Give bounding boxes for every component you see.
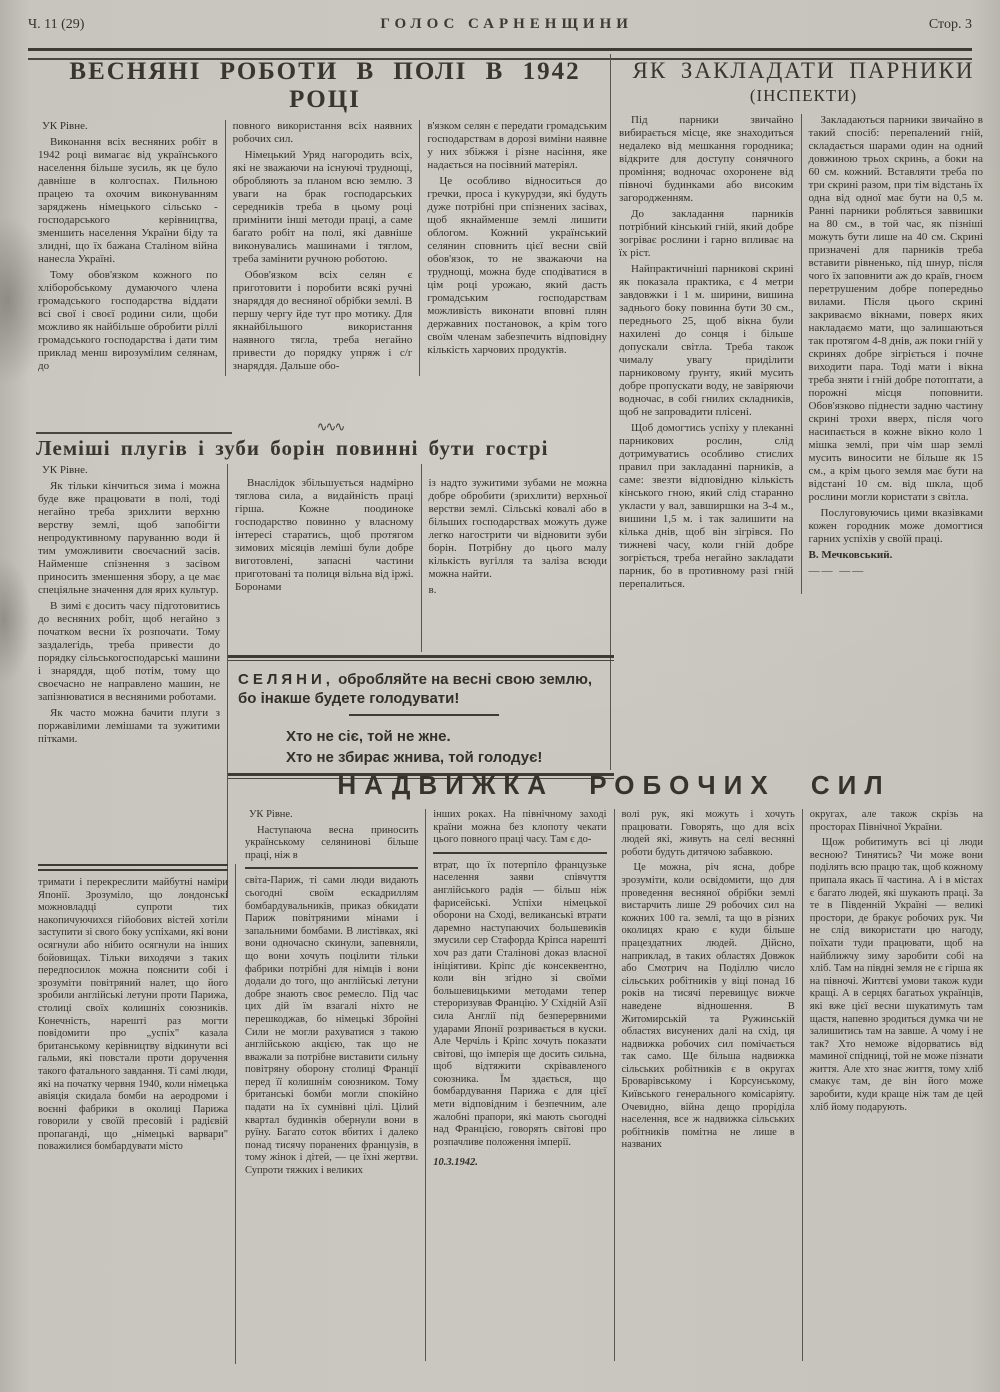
slogan-line-1-rest: обробляйте на весні свою землю, бо інакше будете голодувати! <box>238 671 593 707</box>
paragraph: Щоб домогтись успіху у плеканні парникових рослин, слід дотримуватись особливо стислих правил при закладанні парників, а саме: звезти відповідню кількість кінського гною, який слід старанно укласти у вал, завширшки на 3-4 м., вишини 1,5 м. і так залишити на кілька днів, щоб він зігрівся. По тижневі часу, коли гній добре зогріється, треба негайно закладати парник, бо в противному разі гній перепалиться. <box>619 422 794 590</box>
issue-number: Ч. 11 (29) <box>28 17 85 32</box>
paragraph: Закладаються парники звичайно в такий спосіб: перепалений гній, складається шарами один на одний довжиною трьох скринь, а боки на 60 см. кожний. Вставляти треба по три скрині разом, при тім відстань їх одна від одної має бути на 0,5 м. Ранні парники робляться заввишки на 80 см., в той час, як пізніші можуть бути лише на 40 см. Скрині призначені для парників треба вставити рівненько, під шнур, після чого їх заповнити аж до країв, гноєм перетрушеним добре попередньо вилами. Після цього скрині закриваємо вікнами, поверх яких накладаємо мати, що залишаються так протягом 4-8 днів, аж поки гній у скринях добре зігріється і почне виходити пара. Тоді мати і вікна треба зняти і гній добре потоптати, а порожні місця поповнити. Обов'язково піднести задню частину скрині трохи вверх, після чого насипається в кожне вікно коло 1 мішка землі, при чім шар землі мусить виносити не більше як 15 см., а крім цього земля має бути на відстані 10 см. від шкла, щоб рослини могли користати з світла. <box>808 114 983 503</box>
paragraph: Це особливо відноситься до гречки, проса і кукурудзи, які будуть дуже потрібні при спізнених засівах, щоб якнайменше землі лишити облогом. Кожний український селянин сповнить цієї весни свій обов'язок, то не зважаючи на труднощі, можна буде сподіватися в цім році урожаю, який дасть громадським господарствам можливість виконати вповні плян державних постановок, а крім того своїм членам забезпечить відповідну кількість харчових продуктів. <box>427 175 608 356</box>
paragraph: Як тільки кінчиться зима і можна буде вже працювати в полі, тоді негайно треба зрихлити верхню верству землі, щоб запобігти непродуктивному паруванню води й тим уможливити своєчасний засів. Найменше спізнення з засівом приносить зменшення збору, а це має спеціяльне значення для ярих культур. <box>38 480 220 596</box>
author-signature: В. Мечковський. <box>808 549 893 561</box>
section-rule <box>245 867 418 869</box>
article-spring-works <box>36 56 614 440</box>
slogan-line-1 <box>238 670 610 708</box>
double-rule <box>38 864 228 871</box>
paragraph: Як часто можна бачити плуги з поржавілими лемішами та зужитими пітками. <box>38 707 220 745</box>
paragraph: Виконання всіх весняних робіт в 1942 році вимагає від українського населення більше зусиль, як це було давніше в колгоспах. Пильною працею та охочим виконуванням заряджень німецького сільсько - господарського керівництва, зменшить населення України біду та злидні, що їх бажана Сталіном війна нанесла Україні. <box>38 136 218 265</box>
paragraph: повного використання всіх наявних робочих сил. <box>232 120 413 145</box>
paragraph: волі рук, які можуть і хочуть працювати. Говорять, що для всіх людей які, живуть на селі весняні роботи будуть дитячою забавкою. <box>621 809 795 858</box>
section-rule <box>433 852 606 854</box>
ploughshares-col-2 <box>228 464 422 652</box>
masthead-title: ГОЛОС САРНЕНЩИНИ <box>380 16 633 32</box>
spring-byline: УК Рівне. <box>42 120 88 132</box>
paragraph: втрат, що їх потерпіло французьке населення заяви співчуття англійського радія — більш ніж фарисейські. Успіхи німецької оборони на Сході, великанські втрати даремно наступаючих большевиків змусили сер Стафорда Кріпса нарешті хоч раз дати Сталінові доказ власної ініціятиви. Кріпс діє консеквентно, коли він згідно зі своїми большевицькими методами тепер стероризував Францію. У Східній Азії сила Англії під безперервними ударами Японії розривається в куски. Але Черчіль і Кріпс хочуть показати світові, що імперія ще досить сильна, щоб відтяжити скрівавленого союзника. Їм здається, що бомбардування Парижа є для цієї мети відповідним і безпечним, але жалобні прапори, які мають сьогодні над Францією, говорять світові про розпачливе положення імперії. <box>433 859 607 1148</box>
spring-col-2 <box>226 120 421 376</box>
paris-raid-col-a <box>36 864 236 1364</box>
squiggle-ornament: ∿∿∿ <box>316 420 344 435</box>
surplus-col-d <box>615 809 803 1361</box>
article-ploughshares-title: Леміші плугів і зуби борін повинні бути гострі <box>36 436 549 460</box>
paragraph: округах, але також скрізь на просторах Північної України. <box>809 809 983 833</box>
paragraph: До закладання парників потрібний кінський гній, який добре зогріває рослини і гарно впливає на їх ріст. <box>619 208 794 259</box>
paragraph: тримати і перекреслити майбутні наміри Японії. Зрозуміло, що лондонські можновладці супроти тих накопичуючихся гійобових вістей хотіли заступити зі свого боку успіхами, які вони осягнули або нібито осягнули на інших бойовищах. Тільки виходячи з таких передпосилок можна пояснити собі і зрозуміти повітряний налет, що його зробили англійські летуни проти Парижа, столиці своїх колишніх союзників. Конечність, нарешті раз могти повідомити про „успіх" казала британському керівництву відкинути всі гальми, які повстали проти доручення такого фатального завдання. Ті самі люди, які на початку червня 1940, коли німецька авіяція скидала бомби на аеродроми і воєнні фабрики в околиці Парижа говорили у своїй пресовій і радієвій пропаганді, що „німецькі варвари" поважилися бомбардувати місто <box>38 877 228 1153</box>
slogan-line-3: Хто не збирає жнива, той голодує! <box>286 749 543 766</box>
end-dashes: —— —— <box>808 565 866 577</box>
surplus-byline: УК Рівне. <box>249 809 293 820</box>
surplus-col-e <box>803 809 990 1361</box>
surplus-col-b <box>238 809 426 1361</box>
ploughshares-byline: УК Рівне. <box>42 464 88 476</box>
paragraph: Під парники звичайно вибирається місце, яке знаходиться недалеко від мешкання городника; відкрите для доступу сонячного проміння; водночас охоронене від півночі будинками або високим загородженням. <box>619 114 794 204</box>
paragraph: Це можна, річ ясна, добре зрозуміти, коли освідомити, що для проведення весняної обрібки землі вистарчить лише 29 робочих сил на кожних 100 га. землі, та що в різних околицях краю є куди більше працездатних людей. Дійсно, наприклад, в таких областях Довжок або Смотрич на Поділлю число сільських робітників у віці понад 16 років на тисячі перевищує вижче наведене відношення. В Житомирській та Ружинській областях висунених далі на схід, ця надвижка робочих сил помічається так само. Ще більша надвижка сільських робітників є в округах Броварівському і Корсунському, Київського генерального комісаріяту. Очевидно, війна дещо проріділа населення, все ж надвижка сільських робітників помітна не лише в названих <box>621 862 795 1151</box>
article-hotbeds-title: ЯК ЗАКЛАДАТИ ПАРНИКИ <box>632 58 975 83</box>
column-signature: в. <box>428 584 437 596</box>
page-header <box>28 16 972 33</box>
paragraph: Щож робитимуть всі ці люди весною? Тинятись? Чи може вони поділять всю працю так, щоб кожному припала якась її частина. А і в містах є багато людей, які шукають праці. За те в Південній Україні — великі простори, де бракує робочих рук. Чи не слід використати цю нагоду, поїхати туди працювати, щоб на найближчу зиму заробити собі на хліб. Там на півдні земля не є гірша як на півночі. Життєві умови також куди кращі. А в серцях багатьох українців, які вже цієї весни шукатимуть там щастя, напевно зродиться думка чи не залишитись там на завше. А чому і не так? Хто неможе відорватись від маминої спідниці, той не може пізнати життя. Але хто знає життя, тому хліб смакує там, де він його може заробити, куди краще ніж там де цей хліб йому подарують. <box>809 837 984 1113</box>
article-surplus-title: НАДВИЖКА РОБОЧИХ СИЛ <box>337 770 891 800</box>
spring-col-1 <box>36 120 226 376</box>
surplus-col-c <box>426 809 614 1361</box>
article-labour-surplus <box>238 770 990 1361</box>
slogan-lead-word: СЕЛЯНИ, <box>238 671 334 688</box>
heavy-rule <box>228 655 614 661</box>
paragraph: Послуговуючись цими вказівками кожен городник може домогтися гарних успіхів у своїй праці. <box>808 507 983 545</box>
page-number: Стор. 3 <box>928 17 972 32</box>
article-date: 10.3.1942. <box>433 1157 478 1169</box>
spring-col-3 <box>420 120 614 376</box>
paragraph: в'язком селян є передати громадським господарствам в дорозі виміни наявне у них збіжжя і різне насіння, яке надається на посівний матеріял. <box>427 120 608 171</box>
ploughshares-col-3 <box>422 464 615 652</box>
ploughshares-col-1 <box>36 464 228 898</box>
paragraph: світа-Париж, ті сами люди видають сьогодні своїм ескадриллям бомбардувальників, приказ обкидати Париж повітряними мінами і запальними бомбами. В листівках, які вони одночасно скинули, запевняли, що вони хочуть поцілити тільки фабрики потрібні для німців і вони додали до того, що англійські летуни добре знають своє ремесло. Під час цих дій їм взагалі ніхто не перешкоджав, бо німецькі Збройні Сили не могли рахуватися з такою англійською акцією, так що не вважали за потрібне виставити сильну повітряну оборону столиці Франції перед її колишнім союзником. Тому британські бомби могли спокійно падати на їх сумнівні цілі. Цілий квартал будинків обернули вони в руїну. Багато соток вбитих і далеко понад тисячу поранених французів, в тому жінок і дітей, — це їхні жертви. Супроти тяжких і великих <box>245 875 419 1177</box>
paragraph: із надто зужитими зубами не можна добре обробити (зрихлити) верхньої верстви землі. Сільські ковалі або в більших господарствах можуть дуже легко нагострити чи відновити зуби борін. Потрібну до цього малу кількість вугілля та заліза всюди можна найти. <box>428 477 607 580</box>
paragraph: Наступаюча весна приносить українському селянинові більше праці, ніж в <box>245 824 419 861</box>
article-spring-title: ВЕСНЯНІ РОБОТИ В ПОЛІ В 1942 РОЦІ <box>69 58 581 113</box>
paragraph: Найпрактичніші парникові скрині як показала практика, є 4 метри завдовжки і 1 м. ширини, вишина заднього боку повинна бути 30 см., переднього 25, щоб вікна були нахилені до сонця і більше допускали світла. Треба також чималу увагу приділити парниковому ґрунту, який мусить добре пропускати воду, не завіряючи водночас, в собі гнилих складників, щоб не запровадити плісені. <box>619 263 794 418</box>
hotbeds-col-2 <box>802 114 991 581</box>
paragraph: Внаслідок збільшується надмірно тяглова сила, а видайність праці гірша. Кожне поодиноке господарство повинно у власному інтересі старатись, щоб протягом зимових місяців леміші були добре виготовлені, запасні частини приготовані та полиця вільна від іржі. Боронами <box>235 477 414 593</box>
slogan-line-2: Хто не сіє, той не жне. <box>286 728 451 745</box>
paragraph: В зимі є досить часу підготовитись до весняних робіт, щоб негайно з початком весни їх розпочати. Тому заздалегідь, треба привести до порядку сільськогосподарські машини і знаряддя, щоб потім, тому що своєчасно не направлено машин, не запізнюватися в весняними роботами. <box>38 600 220 703</box>
paragraph: інших роках. На північному заході країни можна без клопоту чекати цього повного праці часу. Там є до- <box>433 809 607 846</box>
article-hotbeds <box>610 54 990 770</box>
paragraph: Обов'язком всіх селян є приготовити і поробити всякі ручні знаряддя до весняної обрібки землі. В першу чергу йде тут про мотику. Для якнайбільшого використання наявного тягла, треба негайно привести до порядку упряж і с/г знаряддя. Дальше обо- <box>232 269 413 372</box>
article-hotbeds-subtitle: (ІНСПЕКТИ) <box>749 86 858 105</box>
section-rule <box>36 432 232 434</box>
peasants-slogan-box <box>228 664 614 770</box>
paragraph: Німецький Уряд нагородить всіх, які не зважаючи на існуючі труднощі, обробляють за планом всю землю. З уваги на брак господарських середників треба в цьому році примінити інші методи праці, а саме багато робіт на полі, які давніше виконувались машинами і тяглом, треба замінити ручною роботою. <box>232 149 413 265</box>
slogan-divider-rule <box>349 714 499 716</box>
hotbeds-col-1 <box>617 114 802 594</box>
paragraph: Тому обов'язком кожного по хліборобському думаючого члена громадського господарства віддати всі свої і своєї родини сили, щоби можливо як найбільше обробити ріллі громадського господарства і дати тим приклад менш вирозумілим селянам, до <box>38 269 218 372</box>
